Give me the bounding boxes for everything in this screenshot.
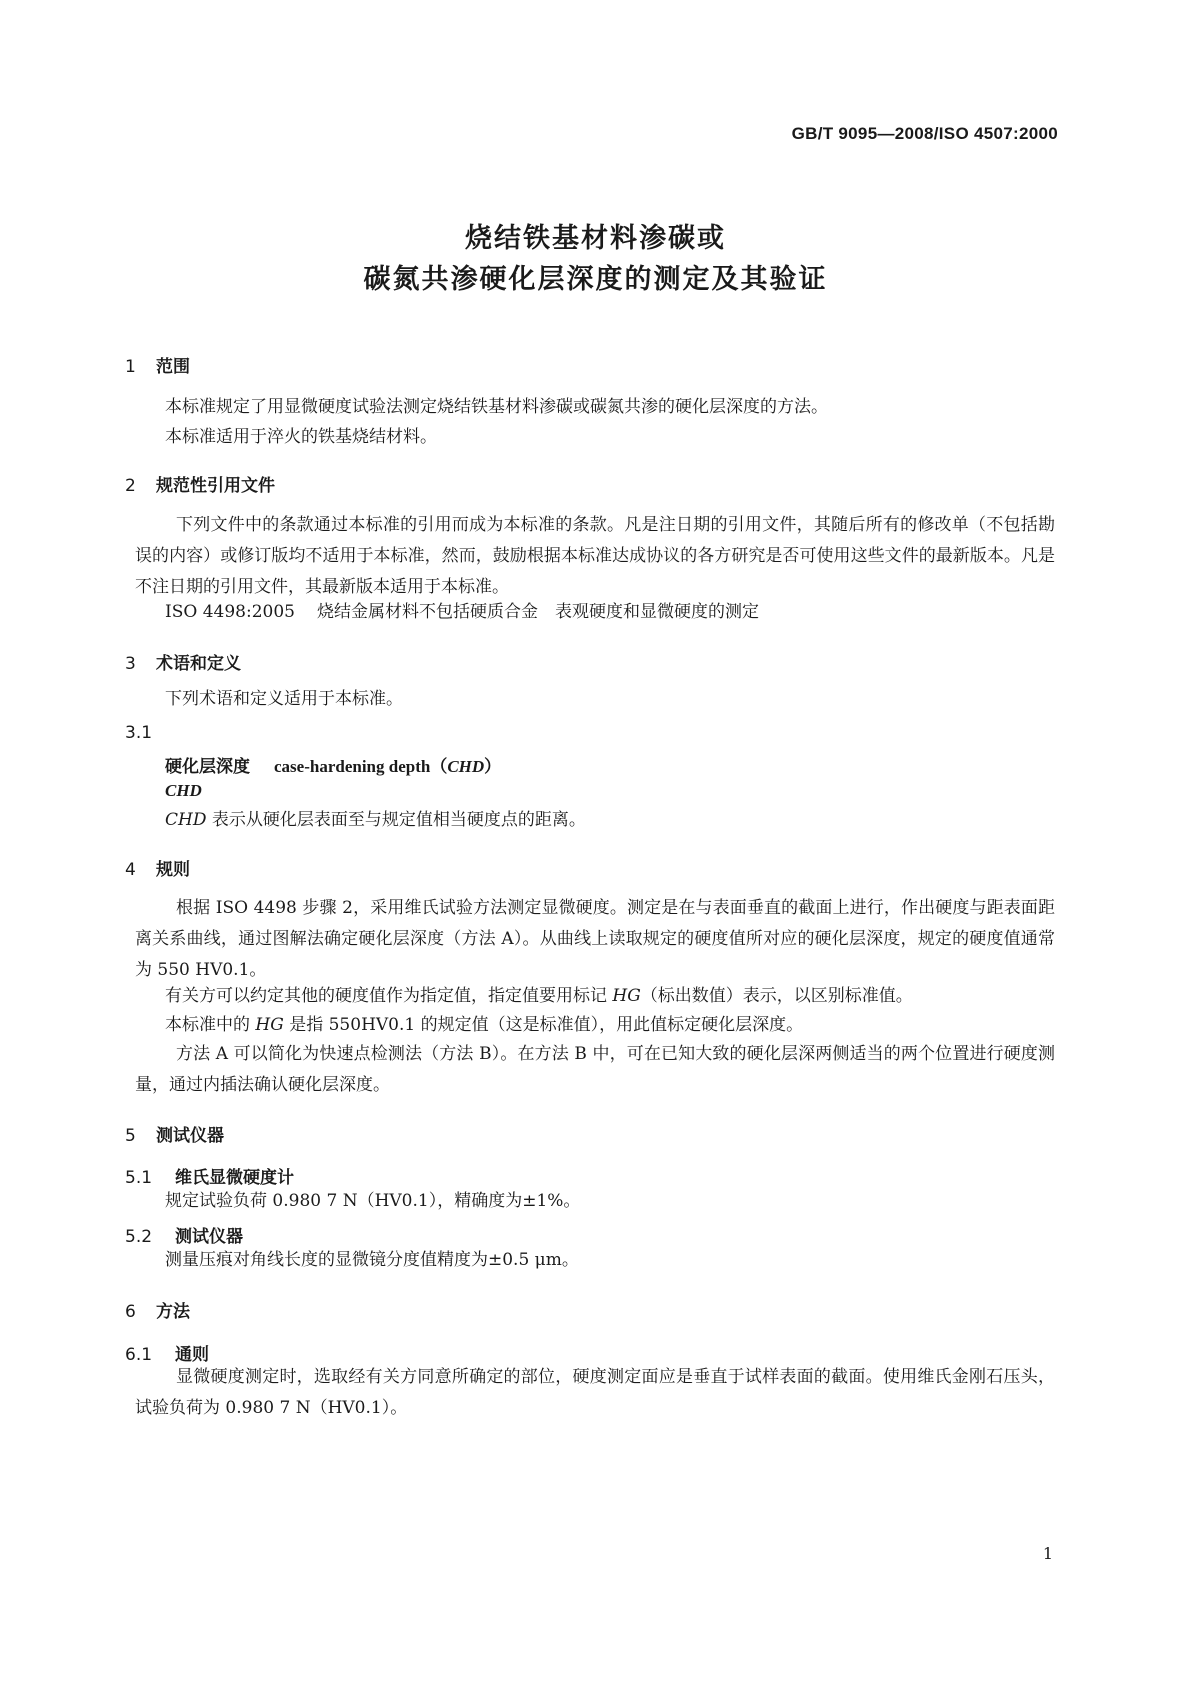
section-number: 5 [125, 1126, 136, 1146]
reference-code: ISO 4498:2005 [165, 602, 295, 622]
section-number: 2 [125, 476, 136, 496]
subsection-3-1-number [125, 723, 152, 743]
section-1-heading [125, 352, 190, 377]
text: 是指 550HV0.1 的规定值（这是标准值），用此值标定硬化层深度。 [283, 1015, 804, 1035]
paragraph: 下列文件中的条款通过本标准的引用而成为本标准的条款。凡是注日期的引用文件，其随后所有的修改单（不包括勘误的内容）或修订版均不适用于本标准，然而，鼓励根据本标准达成协议的各方研究是否可使用这些文件的最新版本。凡是不注日期的引用文件，其最新版本适用于本标准。 [135, 515, 1055, 597]
subsection-5-1-heading [125, 1163, 294, 1188]
section-title: 规则 [156, 860, 190, 880]
paragraph: 显微硬度测定时，选取经有关方同意所确定的部位，硬度测定面应是垂直于试样表面的截面。使用维氏金刚石压头，试验负荷为 0.980 7 N（HV0.1）。 [135, 1367, 1055, 1418]
section-title: 术语和定义 [156, 654, 241, 674]
section-number: 4 [125, 860, 136, 880]
section-3-heading [125, 649, 241, 674]
section-title: 范围 [156, 357, 190, 377]
term-chinese: 硬化层深度 [165, 757, 250, 777]
section-2-heading [125, 471, 275, 496]
paragraph: 测量压痕对角线长度的显微镜分度值精度为±0.5 μm。 [165, 1250, 579, 1270]
subsection-title: 维氏显微硬度计 [175, 1168, 294, 1188]
section-number: 1 [125, 357, 136, 377]
term-close-paren: ） [484, 757, 502, 777]
section-4-heading [125, 855, 190, 880]
paragraph: 根据 ISO 4498 步骤 2，采用维氏试验方法测定显微硬度。测定是在与表面垂直的截面上进行，作出硬度与距表面距离关系曲线，通过图解法确定硬化层深度（方法 A）。从曲线上读取规定的硬度值所对应的硬化层深度，规定的硬度值通常为 550 HV0.1。 [135, 898, 1055, 980]
section-5-heading [125, 1121, 224, 1146]
term-definition [165, 812, 586, 829]
subsection-title: 测试仪器 [175, 1227, 243, 1247]
definition-abbreviation: CHD [165, 810, 207, 830]
paragraph [165, 1017, 803, 1034]
section-title: 规范性引用文件 [156, 476, 275, 496]
subsection-title: 通则 [175, 1345, 209, 1365]
normative-reference [165, 604, 759, 621]
definition-text: 表示从硬化层表面至与规定值相当硬度点的距离。 [206, 810, 586, 830]
document-title-line-1: 烧结铁基材料渗碳或 [465, 223, 726, 254]
hg-symbol: HG [255, 1015, 284, 1035]
reference-title: 烧结金属材料不包括硬质合金 表观硬度和显微硬度的测定 [316, 602, 759, 622]
subsection-number: 3.1 [125, 723, 153, 743]
subsection-5-2-heading [125, 1222, 243, 1247]
text: 有关方可以约定其他的硬度值作为指定值，指定值要用标记 [165, 986, 613, 1006]
section-6-heading [125, 1297, 190, 1322]
paragraph: 本标准适用于淬火的铁基烧结材料。 [165, 427, 437, 447]
text: （标出数值）表示，以区别标准值。 [640, 986, 913, 1006]
subsection-number: 6.1 [125, 1345, 153, 1365]
page-number: 1 [1042, 1544, 1053, 1563]
section-title: 测试仪器 [156, 1126, 224, 1146]
hg-symbol: HG [612, 986, 641, 1006]
paragraph: 规定试验负荷 0.980 7 N（HV0.1），精确度为±1%。 [165, 1191, 581, 1211]
term-abbreviation-line: CHD [165, 781, 202, 800]
section-number: 3 [125, 654, 136, 674]
term-entry [165, 752, 501, 777]
text: 本标准中的 [165, 1015, 256, 1035]
paragraph [165, 988, 913, 1005]
subsection-number: 5.2 [125, 1227, 153, 1247]
section-title: 方法 [156, 1302, 190, 1322]
term-abbreviation: CHD [447, 757, 485, 776]
subsection-number: 5.1 [125, 1168, 153, 1188]
document-title-line-2: 碳氮共渗硬化层深度的测定及其验证 [363, 264, 828, 295]
standard-code: GB/T 9095—2008/ISO 4507:2000 [791, 124, 1058, 143]
section-number: 6 [125, 1302, 136, 1322]
paragraph: 本标准规定了用显微硬度试验法测定烧结铁基材料渗碳或碳氮共渗的硬化层深度的方法。 [165, 397, 828, 417]
paragraph: 下列术语和定义适用于本标准。 [165, 689, 403, 709]
term-english: case-hardening depth（ [274, 757, 448, 776]
paragraph: 方法 A 可以简化为快速点检测法（方法 B）。在方法 B 中，可在已知大致的硬化层深两侧适当的两个位置进行硬度测量，通过内插法确认硬化层深度。 [135, 1044, 1055, 1095]
